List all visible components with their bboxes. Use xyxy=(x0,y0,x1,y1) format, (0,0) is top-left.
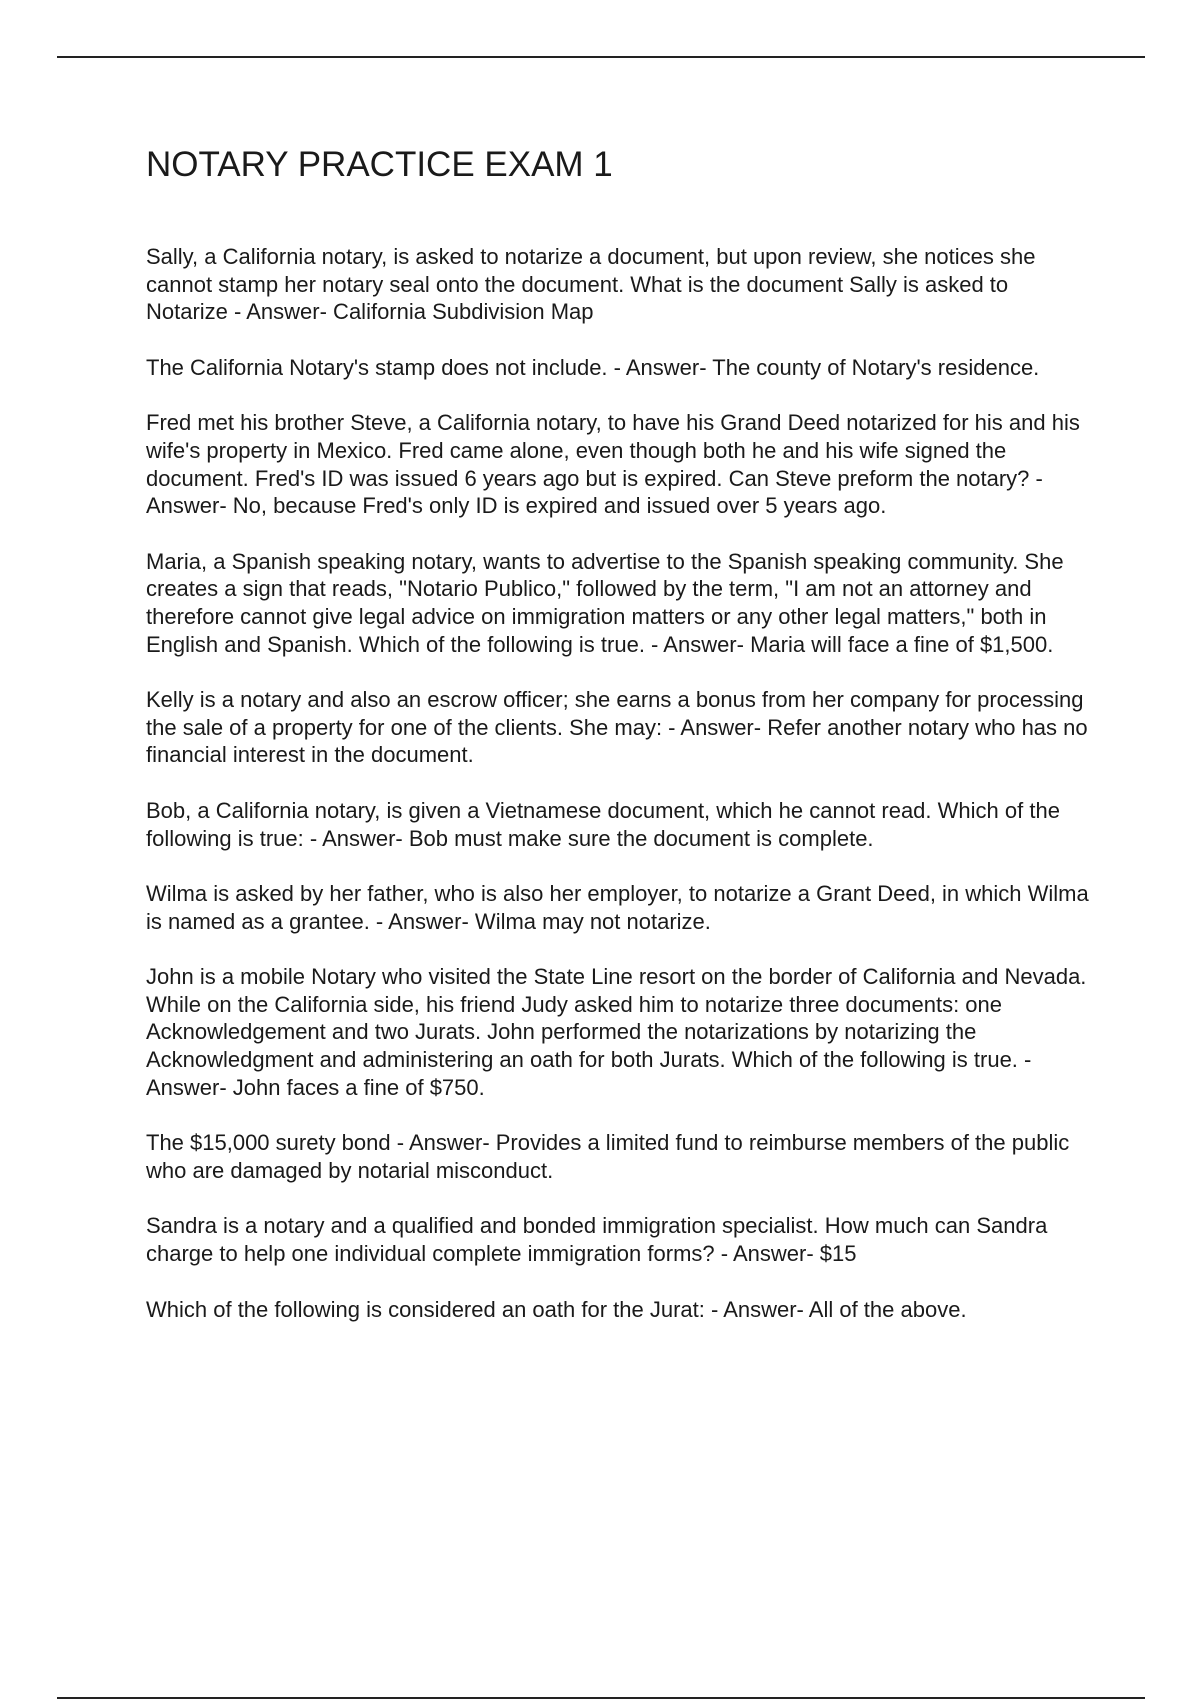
qa-item-2: The California Notary's stamp does not include. - Answer- The county of Notary's residence. xyxy=(146,354,1040,380)
qa-item-9: The $15,000 surety bond - Answer- Provides a limited fund to reimburse members of the public who are damaged by notarial misconduct. xyxy=(146,1130,1070,1183)
qa-item-11: Which of the following is considered an oath for the Jurat: - Answer- All of the above. xyxy=(146,1296,967,1322)
qa-item-10: Sandra is a notary and a qualified and bonded immigration specialist. How much can Sandra charge to help one individual complete immigration forms? - Answer- $15 xyxy=(146,1213,1048,1267)
qa-item-1: Sally, a California notary, is asked to notarize a document, but upon review, she notices she cannot stamp her notary seal onto the document. What is the document Sally is asked to Notarize - Answer- California Subdivision Map xyxy=(146,244,1036,325)
qa-item-5: Kelly is a notary and also an escrow officer; she earns a bonus from her company for processing the sale of a property for one of the clients. She may: - Answer- Refer another notary who has no financial interest in the document. xyxy=(146,687,1088,768)
footer-divider xyxy=(57,1697,1145,1699)
qa-item-6: Bob, a California notary, is given a Vietnamese document, which he cannot read. Which of the following is true: - Answer- Bob must make sure the document is complete. xyxy=(146,797,1060,851)
qa-item-7: Wilma is asked by her father, who is also her employer, to notarize a Grant Deed, in which Wilma is named as a grantee. - Answer- Wilma may not notarize. xyxy=(146,881,1089,934)
qa-item-3: Fred met his brother Steve, a California notary, to have his Grand Deed notarized for his and his wife's property in Mexico. Fred came alone, even though both he and his wife signed the document. Fred's ID was issued 6 years ago but is expired. Can Steve preform the notary? - Answer- No, because Fred's only ID is expired and issued over 5 years ago. xyxy=(146,410,1080,519)
qa-item-8: John is a mobile Notary who visited the State Line resort on the border of California and Nevada. While on the California side, his friend Judy asked him to notarize three documents: one Acknowledgement and two Jurats. John performed the notarizations by notarizing the Acknowledgment and administering an oath for both Jurats. Which of the following is true. - Answer- John faces a fine of $750. xyxy=(146,964,1087,1100)
header-divider xyxy=(57,56,1145,58)
qa-item-4: Maria, a Spanish speaking notary, wants to advertise to the Spanish speaking community. She creates a sign that reads, "Notario Publico," followed by the term, "I am not an attorney and therefore cannot give legal advice on immigration matters or any other legal matters," both in English and Spanish. Which of the following is true. - Answer- Maria will face a fine of $1,500. xyxy=(146,548,1064,657)
page-title: NOTARY PRACTICE EXAM 1 xyxy=(146,145,613,184)
question-answer-list xyxy=(146,243,1096,1351)
